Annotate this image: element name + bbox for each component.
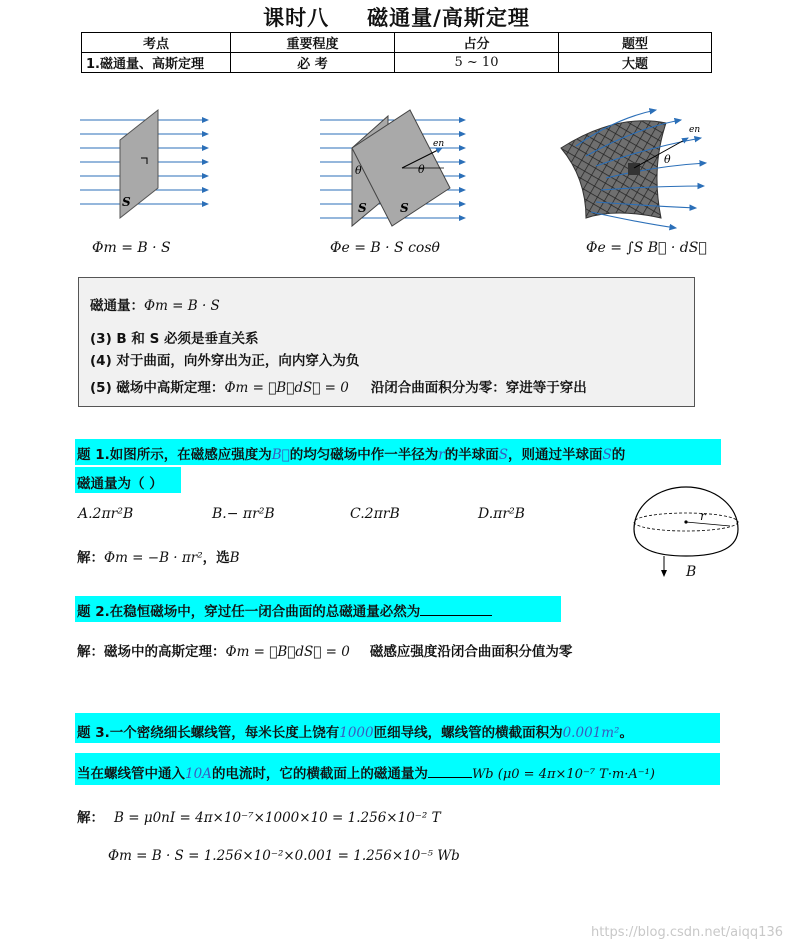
- q3-turns: 1000: [339, 725, 374, 741]
- q1-text: ，则通过半球面: [507, 447, 603, 463]
- q1-stem: [77, 443, 625, 463]
- q2-stem: [77, 600, 492, 620]
- theta-label: θ: [355, 164, 362, 177]
- q3-stem-line1: [77, 721, 633, 741]
- q3-text: 的电流时，它的横截面上的磁通量为: [211, 766, 428, 782]
- q1-answer-choice: ，选: [202, 550, 230, 566]
- q1-stem-line2: 磁通量为（ ）: [77, 476, 163, 492]
- q2-answer-text: 磁感应强度沿闭合曲面积分值为零: [369, 644, 573, 660]
- answer-label: 解：: [77, 810, 104, 826]
- summary-flux-label: 磁通量：: [90, 298, 144, 314]
- info-table: [81, 32, 712, 73]
- q1-option-a: A.2πr²B: [78, 506, 134, 522]
- answer-label: 解：磁场中的高斯定理：: [77, 644, 226, 660]
- table-header-row: [82, 33, 712, 53]
- q1-option-b: B.− πr²B: [212, 506, 275, 522]
- watermark: https://blog.csdn.net/aiqq136: [591, 925, 783, 940]
- q1-var-b: B⃗: [271, 447, 290, 463]
- summary-flux-formula: Φm = B · S: [144, 298, 220, 314]
- flux-figure-perpendicular: [80, 108, 215, 228]
- q1-option-c: C.2πrB: [350, 506, 400, 522]
- table-header-cell: 题型: [559, 33, 712, 53]
- q1-text: 的均匀磁场中作一半径为: [289, 447, 439, 463]
- q3-text: 题 3.一个密绕细长螺线管，每米长度上饶有: [77, 725, 340, 741]
- q1-text: 题 1.如图所示，在磁感应强度为: [77, 447, 272, 463]
- q3-unit: Wb (μ0 = 4π×10⁻⁷ T·m·A⁻¹): [471, 767, 655, 782]
- lesson-label: 课时八: [263, 6, 330, 30]
- table-cell-importance: 必 考: [231, 53, 395, 73]
- theta-label: θ: [664, 153, 671, 166]
- flux-figure-tilted: [320, 108, 470, 228]
- q3-area: 0.001m²: [562, 725, 620, 741]
- q1-option-d: D.πr²B: [478, 506, 525, 522]
- table-header-cell: 重要程度: [231, 33, 395, 53]
- q1-text: 的半球面: [444, 447, 499, 463]
- summary-line-flux: [90, 294, 220, 314]
- q3-text: 。: [619, 725, 633, 741]
- gauss-law-label: (5) 磁场中高斯定理：: [90, 380, 225, 396]
- summary-line-5: [90, 376, 587, 396]
- formula-tilted: Φe = B · S cosθ: [330, 240, 440, 256]
- answer-blank: [420, 603, 492, 616]
- table-cell-topic: 1.磁通量、高斯定理: [82, 53, 231, 73]
- q3-text: 当在螺线管中通入: [77, 766, 185, 782]
- topic-label: 磁通量/高斯定理: [367, 6, 530, 30]
- q3-answer-line1: [77, 806, 441, 826]
- hemisphere-figure: [624, 484, 744, 584]
- radius-label: r: [700, 509, 706, 523]
- q1-answer-letter: B: [229, 550, 240, 566]
- table-header-cell: 占分: [395, 33, 559, 53]
- q3-text: 匝细导线，螺线管的横截面积为: [373, 725, 563, 741]
- q1-var-s: S: [498, 447, 508, 463]
- q1-answer: [77, 546, 240, 566]
- table-row: [82, 53, 712, 73]
- gauss-law-text: 沿闭合曲面积分为零：穿进等于穿出: [370, 380, 587, 396]
- surface-label: S: [358, 201, 367, 215]
- q2-answer-formula: Φm = ∮B⃗dS⃗ = 0: [225, 644, 350, 660]
- field-label: B: [686, 564, 697, 580]
- page-title: [0, 2, 793, 32]
- q3-answer-line2: [108, 848, 460, 864]
- q2-answer: [77, 640, 572, 660]
- summary-line-4: (4) 对于曲面，向外穿出为正，向内穿入为负: [90, 353, 360, 369]
- gauss-law-formula: Φm = ∮B⃗dS⃗ = 0: [224, 380, 349, 396]
- summary-box: [78, 277, 695, 407]
- q3-answer-formula: B = μ0nI = 4π×10⁻⁷×1000×10 = 1.256×10⁻² T: [114, 810, 441, 826]
- q1-var-s: S: [602, 447, 612, 463]
- normal-label: en: [689, 125, 701, 135]
- answer-label: 解：: [77, 550, 104, 566]
- summary-line-3: (3) B 和 S 必须是垂直关系: [90, 331, 259, 347]
- table-cell-type: 大题: [559, 53, 712, 73]
- answer-blank: [428, 765, 472, 778]
- q3-answer-formula: Φm = B · S = 1.256×10⁻²×0.001 = 1.256×10⁻⁵ Wb: [108, 848, 460, 864]
- theta-label: θ: [418, 163, 425, 176]
- table-header-cell: 考点: [82, 33, 231, 53]
- flux-figure-curved: [556, 108, 711, 233]
- surface-label: S: [122, 195, 131, 209]
- q2-text: 题 2.在稳恒磁场中，穿过任一闭合曲面的总磁通量必然为: [77, 604, 421, 620]
- normal-label: en: [433, 139, 445, 149]
- table-cell-score: 5 ~ 10: [395, 53, 559, 73]
- formula-perpendicular: Φm = B · S: [92, 240, 171, 256]
- q3-stem-line2: [77, 762, 655, 782]
- q1-var-r: r: [438, 447, 445, 463]
- q3-current: 10A: [185, 766, 212, 782]
- formula-curved: Φe = ∫S B⃗ · dS⃗: [586, 240, 707, 256]
- surface-label: S: [400, 201, 409, 215]
- q1-answer-formula: Φm = −B · πr²: [104, 550, 203, 566]
- q1-text: 的: [611, 447, 626, 463]
